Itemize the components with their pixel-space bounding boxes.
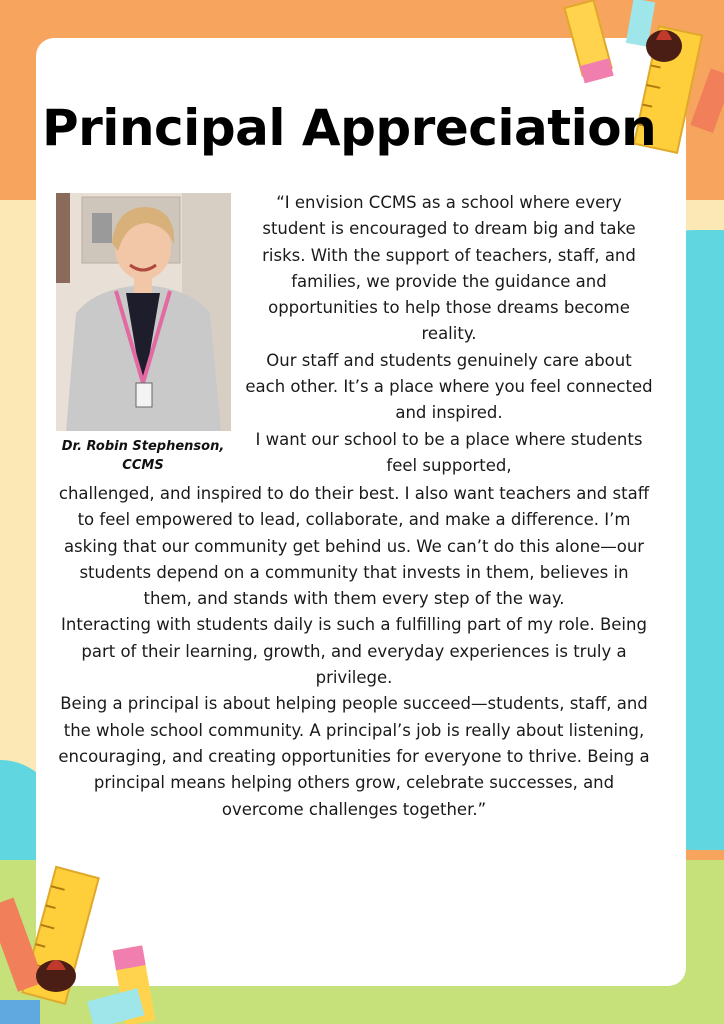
page-title: Principal Appreciation (42, 99, 657, 157)
quote-paragraph: Interacting with students daily is such a fulfilling part of my role. Being part of their learning, growth, and everyday experiences is truly a privilege. (61, 615, 647, 688)
quote-paragraph: challenged, and inspired to do their best. I also want teachers and staff to feel empowered to lead, collaborate, and make a difference. I’m asking that our community get behind us. We can’t do this alone—our students depend on a community that invests in them, believes in them, and stands with them every step of the way. (58, 484, 650, 609)
quote-side-column (244, 190, 654, 479)
school-supplies-bottom-left-icon (0, 860, 170, 1024)
principal-photo (56, 193, 231, 431)
portrait-image-icon (56, 193, 231, 431)
quote-full-width (54, 481, 654, 823)
quote-paragraph: Being a principal is about helping people succeed—students, staff, and the whole school community. A principal’s job is really about listening, encouraging, and creating opportunities for everyone to thrive. Being a principal means helping others grow, celebrate successes, and overcome challenges together.” (58, 694, 650, 819)
photo-caption (50, 437, 236, 475)
quote-paragraph: “I envision CCMS as a school where every student is encouraged to dream big and take risks. With the support of teachers, staff, and families, we provide the guidance and opportunities to help those dreams become reality. (262, 193, 636, 344)
caption-school: CCMS (122, 458, 164, 473)
quote-paragraph: I want our school to be a place where students feel supported, (255, 429, 643, 475)
caption-name: Dr. Robin Stephenson, (61, 439, 225, 454)
quote-paragraph: Our staff and students genuinely care about each other. It’s a place where you feel connected and inspired. (245, 350, 653, 423)
